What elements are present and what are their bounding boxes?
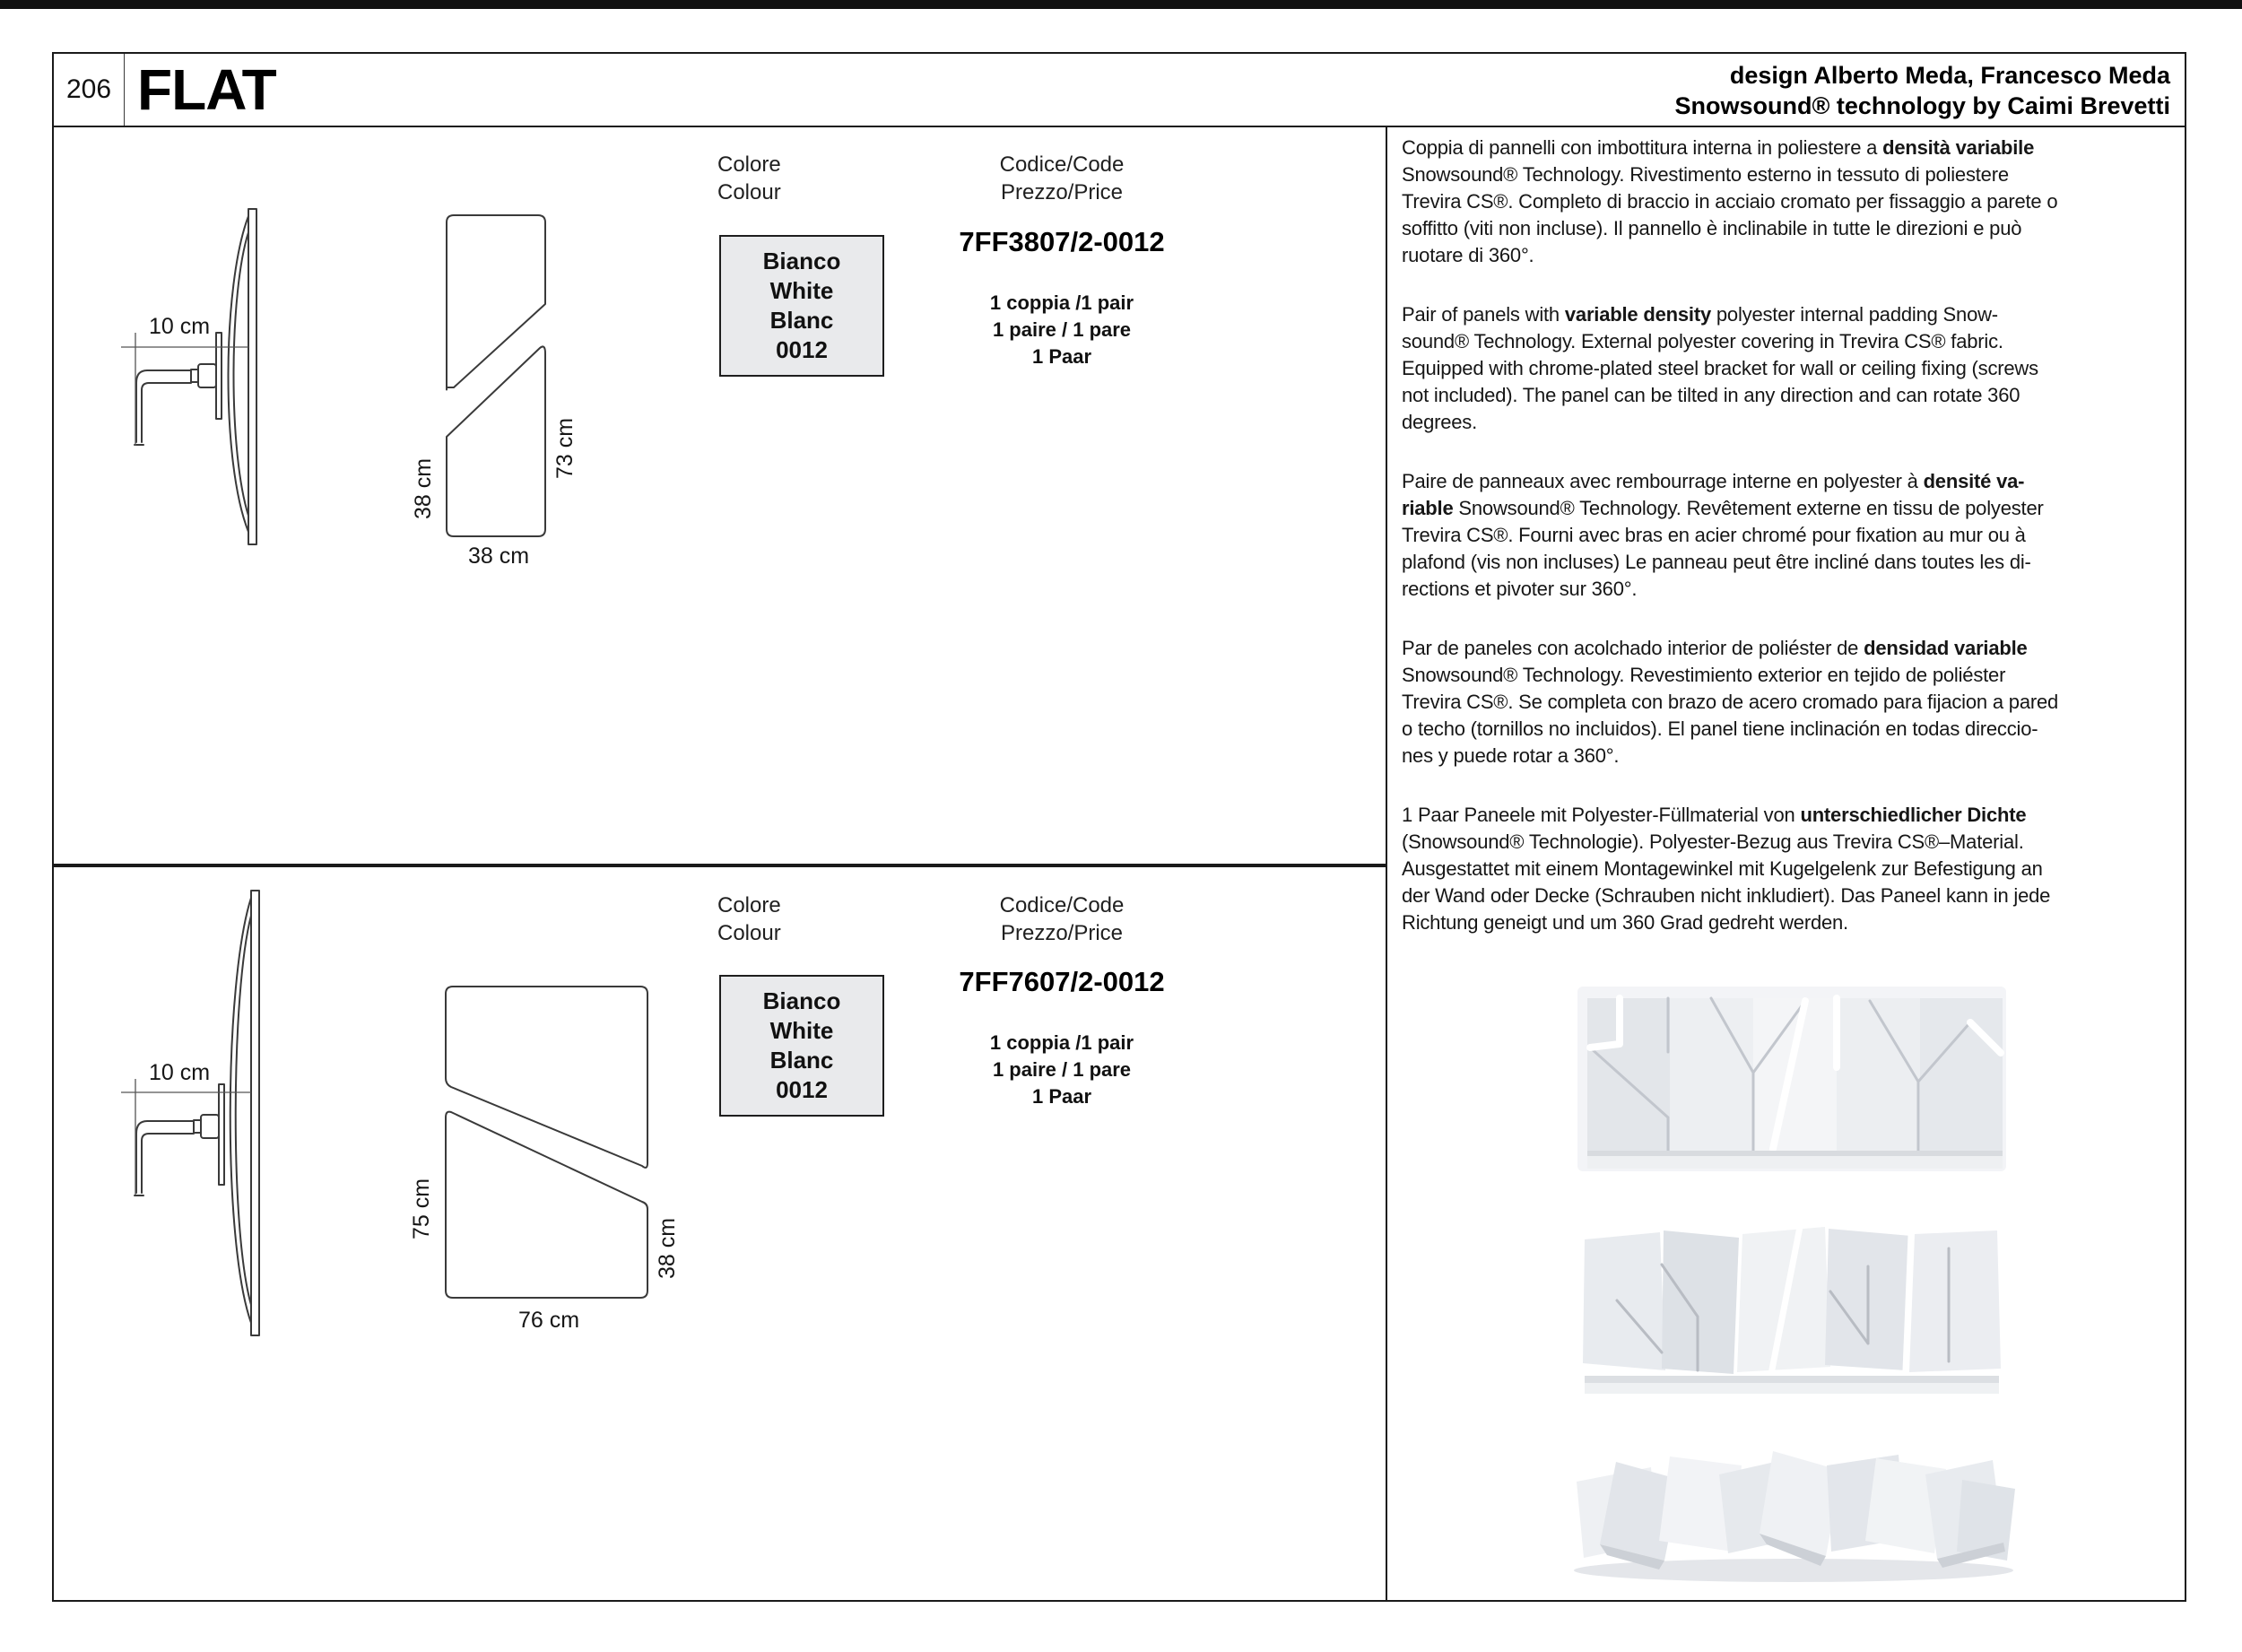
code-header-line1: Codice/Code	[999, 893, 1125, 917]
color-header-line2: Colour	[717, 921, 781, 945]
page-header	[52, 52, 2186, 127]
front-view-drawing-2	[439, 978, 658, 1309]
description-paragraph-it	[1402, 135, 2178, 269]
swatch-line: Blanc	[769, 1047, 834, 1074]
text-line: Coppia di pannelli con imbottitura interna in poliestere a densità variabile	[1402, 136, 2035, 159]
swatch-line: White	[769, 277, 834, 304]
code-header-line1: Codice/Code	[999, 152, 1125, 177]
text-line: Trevira CS®. Fourni avec bras en acier chromé pour fixation au mur ou à	[1402, 524, 2026, 546]
text-line: Snowsound® Technology. Revestimiento exterior en tejido de poliéster	[1402, 664, 2006, 686]
dim-bottom-2: 76 cm	[517, 1307, 580, 1333]
code-header-2	[954, 891, 1169, 947]
text-line: der Wand oder Decke (Schrauben nicht inkludiert). Das Paneel kann in jede	[1402, 884, 2051, 907]
code-header-line2: Prezzo/Price	[1000, 180, 1124, 204]
text-line: Equipped with chrome-plated steel bracket for wall or ceiling fixing (screws	[1402, 357, 2038, 379]
text-line: Richtung geneigt und um 360 Grad gedreht werden.	[1402, 911, 1848, 934]
text-line: Ausgestattet mit einem Montagewinkel mit Kugelgelenk zur Befestigung an	[1402, 857, 2043, 880]
product-code-2: 7FF7607/2-0012	[959, 966, 1165, 997]
text-line: Snowsound® Technology. Rivestimento esterno in tessuto di poliestere	[1402, 163, 2009, 186]
dim-bracket-depth-1: 10 cm	[148, 313, 211, 339]
text-line: not included). The panel can be tilted in any direction and can rotate 360	[1402, 384, 2020, 406]
product-photo-3	[1562, 1424, 2024, 1595]
section-divider	[54, 864, 1386, 867]
text-line: Paire de panneaux avec rembourrage interne en polyester à densité va-	[1402, 470, 2025, 492]
swatch-line: Bianco	[762, 248, 841, 274]
color-header-1	[717, 151, 781, 206]
description-paragraph-es	[1402, 635, 2178, 769]
text-line: nes y puede rotar a 360°.	[1402, 744, 1620, 767]
swatch-line: White	[769, 1017, 834, 1044]
dim-side-left-2: 75 cm	[408, 1178, 434, 1240]
dim-side-left-1: 38 cm	[410, 457, 436, 520]
quantity-line: 1 paire / 1 pare	[992, 1058, 1132, 1081]
quantity-block-2	[936, 1030, 1187, 1110]
text-line: Par de paneles con acolchado interior de poliéster de densidad variable	[1402, 637, 2028, 659]
text-line: degrees.	[1402, 411, 1478, 433]
swatch-line: Bianco	[762, 987, 841, 1014]
color-swatch-2	[719, 975, 884, 1117]
designer-line-1: design Alberto Meda, Francesco Meda	[1729, 62, 2170, 89]
quantity-line: 1 coppia /1 pair	[989, 1031, 1134, 1054]
quantity-line: 1 paire / 1 pare	[992, 318, 1132, 341]
swatch-line: 0012	[776, 1076, 828, 1103]
text-line: Trevira CS®. Se completa con brazo de acero cromado para fijacion a pared	[1402, 691, 2059, 713]
color-swatch-1	[719, 235, 884, 377]
right-column-divider	[1386, 126, 1387, 1602]
side-view-drawing-1	[108, 202, 269, 552]
dim-side-right-1: 73 cm	[552, 417, 578, 480]
page-number: 206	[54, 54, 125, 126]
product-photo-1	[1565, 967, 2018, 1196]
description	[1402, 135, 2178, 969]
text-line: soffitto (viti non incluse). Il pannello è inclinabile in tutte le direzioni e può	[1402, 217, 2022, 239]
product-photo-2	[1565, 1211, 2018, 1408]
text-line: Pair of panels with variable density polyester internal padding Snow-	[1402, 303, 1998, 326]
quantity-line: 1 coppia /1 pair	[989, 291, 1134, 314]
text-line: Trevira CS®. Completo di braccio in acciaio cromato per fissaggio a parete o	[1402, 190, 2058, 213]
text-line: plafond (vis non incluses) Le panneau peut être incliné dans toutes les di-	[1402, 551, 2031, 573]
page-title: FLAT	[137, 57, 276, 122]
text-line: sound® Technology. External polyester covering in Trevira CS® fabric.	[1402, 330, 2003, 352]
quantity-line: 1 Paar	[1031, 345, 1092, 368]
code-header-line2: Prezzo/Price	[1000, 921, 1124, 945]
front-view-drawing-1	[439, 202, 556, 547]
top-black-bar	[0, 0, 2242, 9]
color-header-line1: Colore	[717, 152, 781, 177]
color-header-line2: Colour	[717, 180, 781, 204]
quantity-block-1	[936, 290, 1187, 370]
color-header-line1: Colore	[717, 893, 781, 917]
text-line: riable Snowsound® Technology. Revêtement externe en tissu de polyester	[1402, 497, 2044, 519]
designer-credit	[1675, 54, 2185, 126]
color-header-2	[717, 891, 781, 947]
text-line: rections et pivoter sur 360°.	[1402, 578, 1638, 600]
text-line: (Snowsound® Technologie). Polyester-Bezug aus Trevira CS®–Material.	[1402, 830, 2024, 853]
description-paragraph-fr	[1402, 468, 2178, 603]
quantity-line: 1 Paar	[1031, 1085, 1092, 1108]
dim-bracket-depth-2: 10 cm	[148, 1059, 211, 1085]
side-view-drawing-2	[108, 883, 269, 1350]
swatch-line: Blanc	[769, 307, 834, 334]
swatch-line: 0012	[776, 336, 828, 363]
product-code-1: 7FF3807/2-0012	[959, 226, 1165, 257]
dim-bottom-1: 38 cm	[467, 543, 530, 569]
text-line: o techo (tornillos no incluidos). El panel tiene inclinación en todas direccio-	[1402, 717, 2038, 740]
description-paragraph-de	[1402, 802, 2178, 936]
description-paragraph-en	[1402, 301, 2178, 436]
designer-line-2: Snowsound® technology by Caimi Brevetti	[1674, 92, 2170, 119]
text-line: ruotare di 360°.	[1402, 244, 1534, 266]
dim-side-right-2: 38 cm	[654, 1217, 680, 1280]
code-header-1	[954, 151, 1169, 206]
text-line: 1 Paar Paneele mit Polyester-Füllmaterial von unterschiedlicher Dichte	[1402, 804, 2027, 826]
